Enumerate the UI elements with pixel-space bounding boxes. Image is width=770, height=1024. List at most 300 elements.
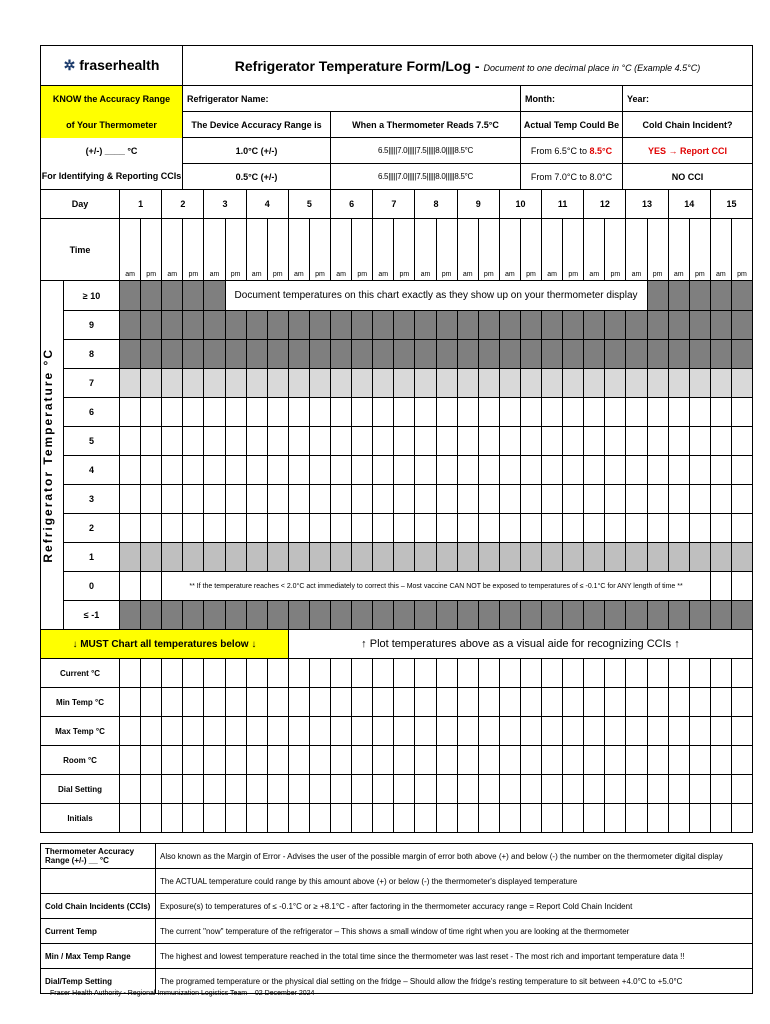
log-cell[interactable] [183,717,204,746]
plot-cell[interactable] [478,456,499,485]
month-field[interactable]: Month: [521,86,623,112]
plot-cell[interactable] [731,311,752,340]
plot-cell[interactable] [626,485,647,514]
plot-cell[interactable] [478,485,499,514]
plot-cell[interactable] [288,601,309,630]
plot-cell[interactable] [499,427,520,456]
plot-cell[interactable] [288,427,309,456]
log-cell[interactable] [499,688,520,717]
plot-cell[interactable] [689,281,710,311]
plot-cell[interactable] [183,281,204,311]
log-cell[interactable] [605,717,626,746]
plot-cell[interactable] [225,398,246,427]
plot-cell[interactable] [183,369,204,398]
plot-cell[interactable] [731,543,752,572]
log-cell[interactable] [267,659,288,688]
log-cell[interactable] [204,804,225,833]
log-cell[interactable] [710,746,731,775]
log-cell[interactable] [120,775,141,804]
log-cell[interactable] [246,775,267,804]
log-cell[interactable] [162,659,183,688]
plot-cell[interactable] [288,514,309,543]
plot-cell[interactable] [415,456,436,485]
plot-cell[interactable] [542,485,563,514]
plot-cell[interactable] [162,485,183,514]
log-cell[interactable] [352,775,373,804]
plot-cell[interactable] [542,514,563,543]
plot-cell[interactable] [710,514,731,543]
log-cell[interactable] [520,775,541,804]
plot-cell[interactable] [204,281,225,311]
plot-cell[interactable] [267,485,288,514]
plot-cell[interactable] [309,514,330,543]
plot-cell[interactable] [141,572,162,601]
plot-cell[interactable] [605,601,626,630]
log-cell[interactable] [520,688,541,717]
plot-cell[interactable] [331,485,352,514]
time-slot[interactable]: pm [520,219,541,281]
plot-cell[interactable] [710,369,731,398]
plot-cell[interactable] [436,427,457,456]
log-cell[interactable] [225,717,246,746]
log-cell[interactable] [436,717,457,746]
log-cell[interactable] [436,804,457,833]
plot-cell[interactable] [689,311,710,340]
plot-cell[interactable] [689,601,710,630]
plot-cell[interactable] [394,427,415,456]
log-cell[interactable] [710,775,731,804]
log-cell[interactable] [605,746,626,775]
log-cell[interactable] [478,717,499,746]
log-cell[interactable] [731,775,752,804]
plot-cell[interactable] [731,456,752,485]
log-cell[interactable] [478,746,499,775]
time-slot[interactable]: pm [689,219,710,281]
plot-cell[interactable] [647,398,668,427]
log-cell[interactable] [141,775,162,804]
plot-cell[interactable] [689,398,710,427]
log-cell[interactable] [204,775,225,804]
plot-cell[interactable] [520,601,541,630]
plot-cell[interactable] [162,281,183,311]
plot-cell[interactable] [584,340,605,369]
log-cell[interactable] [415,688,436,717]
plot-cell[interactable] [731,485,752,514]
log-cell[interactable] [584,746,605,775]
plot-cell[interactable] [436,369,457,398]
plot-cell[interactable] [457,514,478,543]
plot-cell[interactable] [120,427,141,456]
plot-cell[interactable] [647,340,668,369]
log-cell[interactable] [689,804,710,833]
plot-cell[interactable] [183,398,204,427]
log-cell[interactable] [731,804,752,833]
plot-cell[interactable] [457,398,478,427]
plot-cell[interactable] [668,311,689,340]
plot-cell[interactable] [415,398,436,427]
plot-cell[interactable] [246,340,267,369]
log-cell[interactable] [331,804,352,833]
plot-cell[interactable] [710,398,731,427]
time-slot[interactable]: am [162,219,183,281]
log-cell[interactable] [246,688,267,717]
plot-cell[interactable] [183,543,204,572]
plot-cell[interactable] [478,601,499,630]
time-slot[interactable]: pm [647,219,668,281]
plot-cell[interactable] [457,601,478,630]
log-cell[interactable] [647,659,668,688]
plot-cell[interactable] [563,543,584,572]
plot-cell[interactable] [563,485,584,514]
log-cell[interactable] [120,717,141,746]
time-slot[interactable]: am [457,219,478,281]
log-cell[interactable] [605,804,626,833]
log-cell[interactable] [394,775,415,804]
time-slot[interactable]: pm [731,219,752,281]
log-cell[interactable] [710,717,731,746]
plot-cell[interactable] [626,427,647,456]
plot-cell[interactable] [647,369,668,398]
plot-cell[interactable] [710,281,731,311]
plot-cell[interactable] [415,543,436,572]
plot-cell[interactable] [352,427,373,456]
plot-cell[interactable] [436,340,457,369]
plot-cell[interactable] [246,514,267,543]
log-cell[interactable] [246,746,267,775]
plot-cell[interactable] [710,456,731,485]
plot-cell[interactable] [183,514,204,543]
plot-cell[interactable] [352,340,373,369]
plot-cell[interactable] [141,311,162,340]
time-slot[interactable]: pm [225,219,246,281]
log-cell[interactable] [141,746,162,775]
plot-cell[interactable] [141,485,162,514]
log-cell[interactable] [499,804,520,833]
plot-cell[interactable] [225,456,246,485]
time-slot[interactable]: am [710,219,731,281]
time-slot[interactable]: pm [394,219,415,281]
log-cell[interactable] [162,746,183,775]
plot-cell[interactable] [141,340,162,369]
log-cell[interactable] [267,775,288,804]
log-cell[interactable] [162,775,183,804]
plot-cell[interactable] [331,456,352,485]
plot-cell[interactable] [731,572,752,601]
log-cell[interactable] [309,746,330,775]
plot-cell[interactable] [563,369,584,398]
log-cell[interactable] [436,659,457,688]
plot-cell[interactable] [668,485,689,514]
log-cell[interactable] [668,717,689,746]
log-cell[interactable] [415,804,436,833]
log-cell[interactable] [141,659,162,688]
plot-cell[interactable] [183,485,204,514]
plot-cell[interactable] [647,485,668,514]
plot-cell[interactable] [689,340,710,369]
plot-cell[interactable] [478,369,499,398]
log-cell[interactable] [478,688,499,717]
time-slot[interactable]: am [120,219,141,281]
plot-cell[interactable] [605,514,626,543]
plot-cell[interactable] [331,311,352,340]
plot-cell[interactable] [626,311,647,340]
plot-cell[interactable] [436,514,457,543]
plot-cell[interactable] [584,485,605,514]
plot-cell[interactable] [120,456,141,485]
plot-cell[interactable] [183,456,204,485]
plot-cell[interactable] [520,369,541,398]
plot-cell[interactable] [309,543,330,572]
time-slot[interactable]: pm [563,219,584,281]
log-cell[interactable] [731,688,752,717]
log-cell[interactable] [542,775,563,804]
plot-cell[interactable] [626,398,647,427]
log-cell[interactable] [141,804,162,833]
plot-cell[interactable] [162,427,183,456]
log-cell[interactable] [689,688,710,717]
plot-cell[interactable] [141,281,162,311]
log-cell[interactable] [309,659,330,688]
log-cell[interactable] [183,688,204,717]
plot-cell[interactable] [520,456,541,485]
plot-cell[interactable] [141,369,162,398]
log-cell[interactable] [204,659,225,688]
plot-cell[interactable] [563,427,584,456]
log-cell[interactable] [288,804,309,833]
plot-cell[interactable] [499,311,520,340]
log-cell[interactable] [647,717,668,746]
log-cell[interactable] [563,659,584,688]
plot-cell[interactable] [415,311,436,340]
plot-cell[interactable] [542,427,563,456]
plot-cell[interactable] [605,311,626,340]
plot-cell[interactable] [689,485,710,514]
plot-cell[interactable] [542,340,563,369]
log-cell[interactable] [352,746,373,775]
plot-cell[interactable] [668,340,689,369]
log-cell[interactable] [394,688,415,717]
log-cell[interactable] [626,688,647,717]
log-cell[interactable] [373,659,394,688]
log-cell[interactable] [352,804,373,833]
plot-cell[interactable] [120,572,141,601]
plot-cell[interactable] [225,427,246,456]
log-cell[interactable] [352,659,373,688]
log-cell[interactable] [626,717,647,746]
plot-cell[interactable] [668,281,689,311]
log-cell[interactable] [225,659,246,688]
plot-cell[interactable] [288,311,309,340]
plot-cell[interactable] [141,427,162,456]
plot-cell[interactable] [668,398,689,427]
plot-cell[interactable] [141,398,162,427]
plot-cell[interactable] [204,427,225,456]
log-cell[interactable] [584,804,605,833]
plot-cell[interactable] [436,456,457,485]
log-cell[interactable] [668,804,689,833]
log-cell[interactable] [563,717,584,746]
log-cell[interactable] [647,746,668,775]
time-slot[interactable]: am [415,219,436,281]
plot-cell[interactable] [394,340,415,369]
log-cell[interactable] [373,746,394,775]
plot-cell[interactable] [584,398,605,427]
plot-cell[interactable] [352,369,373,398]
plot-cell[interactable] [288,485,309,514]
plot-cell[interactable] [267,543,288,572]
log-cell[interactable] [267,804,288,833]
plot-cell[interactable] [373,514,394,543]
time-slot[interactable]: pm [309,219,330,281]
log-cell[interactable] [415,659,436,688]
plot-cell[interactable] [309,340,330,369]
time-slot[interactable]: am [288,219,309,281]
log-cell[interactable] [563,746,584,775]
log-cell[interactable] [563,688,584,717]
log-cell[interactable] [309,804,330,833]
log-cell[interactable] [731,746,752,775]
plot-cell[interactable] [647,281,668,311]
log-cell[interactable] [542,688,563,717]
plot-cell[interactable] [204,340,225,369]
plot-cell[interactable] [710,601,731,630]
plot-cell[interactable] [542,601,563,630]
log-cell[interactable] [309,717,330,746]
plot-cell[interactable] [204,456,225,485]
plot-cell[interactable] [520,543,541,572]
plot-cell[interactable] [225,340,246,369]
log-cell[interactable] [204,717,225,746]
log-cell[interactable] [499,717,520,746]
plot-cell[interactable] [605,369,626,398]
plot-cell[interactable] [162,601,183,630]
plot-cell[interactable] [246,485,267,514]
log-cell[interactable] [710,659,731,688]
log-cell[interactable] [183,775,204,804]
log-cell[interactable] [120,688,141,717]
plot-cell[interactable] [331,340,352,369]
log-cell[interactable] [331,746,352,775]
plot-cell[interactable] [668,514,689,543]
log-cell[interactable] [584,688,605,717]
time-slot[interactable]: am [204,219,225,281]
log-cell[interactable] [457,659,478,688]
plot-cell[interactable] [141,601,162,630]
log-cell[interactable] [394,804,415,833]
plot-cell[interactable] [162,456,183,485]
plot-cell[interactable] [204,485,225,514]
plot-cell[interactable] [605,340,626,369]
log-cell[interactable] [542,746,563,775]
log-cell[interactable] [183,804,204,833]
log-cell[interactable] [436,775,457,804]
plot-cell[interactable] [647,514,668,543]
plot-cell[interactable] [520,485,541,514]
plot-cell[interactable] [499,485,520,514]
log-cell[interactable] [499,659,520,688]
plot-cell[interactable] [120,340,141,369]
log-cell[interactable] [647,804,668,833]
plot-cell[interactable] [120,514,141,543]
plot-cell[interactable] [605,398,626,427]
plot-cell[interactable] [647,311,668,340]
time-slot[interactable]: am [584,219,605,281]
plot-cell[interactable] [267,398,288,427]
log-cell[interactable] [288,746,309,775]
plot-cell[interactable] [563,398,584,427]
plot-cell[interactable] [162,514,183,543]
log-cell[interactable] [183,659,204,688]
plot-cell[interactable] [246,456,267,485]
log-cell[interactable] [520,804,541,833]
plot-cell[interactable] [394,311,415,340]
log-cell[interactable] [288,775,309,804]
plot-cell[interactable] [710,485,731,514]
plot-cell[interactable] [626,369,647,398]
plot-cell[interactable] [499,340,520,369]
plot-cell[interactable] [331,427,352,456]
plot-cell[interactable] [373,456,394,485]
log-cell[interactable] [162,688,183,717]
plot-cell[interactable] [542,369,563,398]
plot-cell[interactable] [331,514,352,543]
plot-cell[interactable] [668,369,689,398]
log-cell[interactable] [584,659,605,688]
plot-cell[interactable] [373,340,394,369]
plot-cell[interactable] [162,311,183,340]
plot-cell[interactable] [141,456,162,485]
plot-cell[interactable] [668,456,689,485]
plot-cell[interactable] [373,485,394,514]
plot-cell[interactable] [267,340,288,369]
plot-cell[interactable] [204,601,225,630]
plot-cell[interactable] [605,485,626,514]
plot-cell[interactable] [605,456,626,485]
plot-cell[interactable] [288,456,309,485]
plot-cell[interactable] [731,369,752,398]
log-cell[interactable] [626,659,647,688]
plot-cell[interactable] [563,311,584,340]
plot-cell[interactable] [415,427,436,456]
log-cell[interactable] [457,717,478,746]
plot-cell[interactable] [668,427,689,456]
plot-cell[interactable] [246,427,267,456]
log-cell[interactable] [204,746,225,775]
plot-cell[interactable] [710,340,731,369]
log-cell[interactable] [457,775,478,804]
plot-cell[interactable] [478,311,499,340]
plot-cell[interactable] [436,485,457,514]
refrigerator-name-field[interactable]: Refrigerator Name: [183,86,521,112]
plot-cell[interactable] [731,398,752,427]
log-cell[interactable] [457,688,478,717]
plot-cell[interactable] [520,398,541,427]
plot-cell[interactable] [394,369,415,398]
plot-cell[interactable] [246,311,267,340]
plot-cell[interactable] [141,514,162,543]
plot-cell[interactable] [204,543,225,572]
plot-cell[interactable] [415,601,436,630]
plot-cell[interactable] [373,311,394,340]
plot-cell[interactable] [520,311,541,340]
log-cell[interactable] [309,688,330,717]
plot-cell[interactable] [584,427,605,456]
plot-cell[interactable] [373,398,394,427]
plot-cell[interactable] [267,456,288,485]
plot-cell[interactable] [183,427,204,456]
plot-cell[interactable] [352,398,373,427]
log-cell[interactable] [457,804,478,833]
